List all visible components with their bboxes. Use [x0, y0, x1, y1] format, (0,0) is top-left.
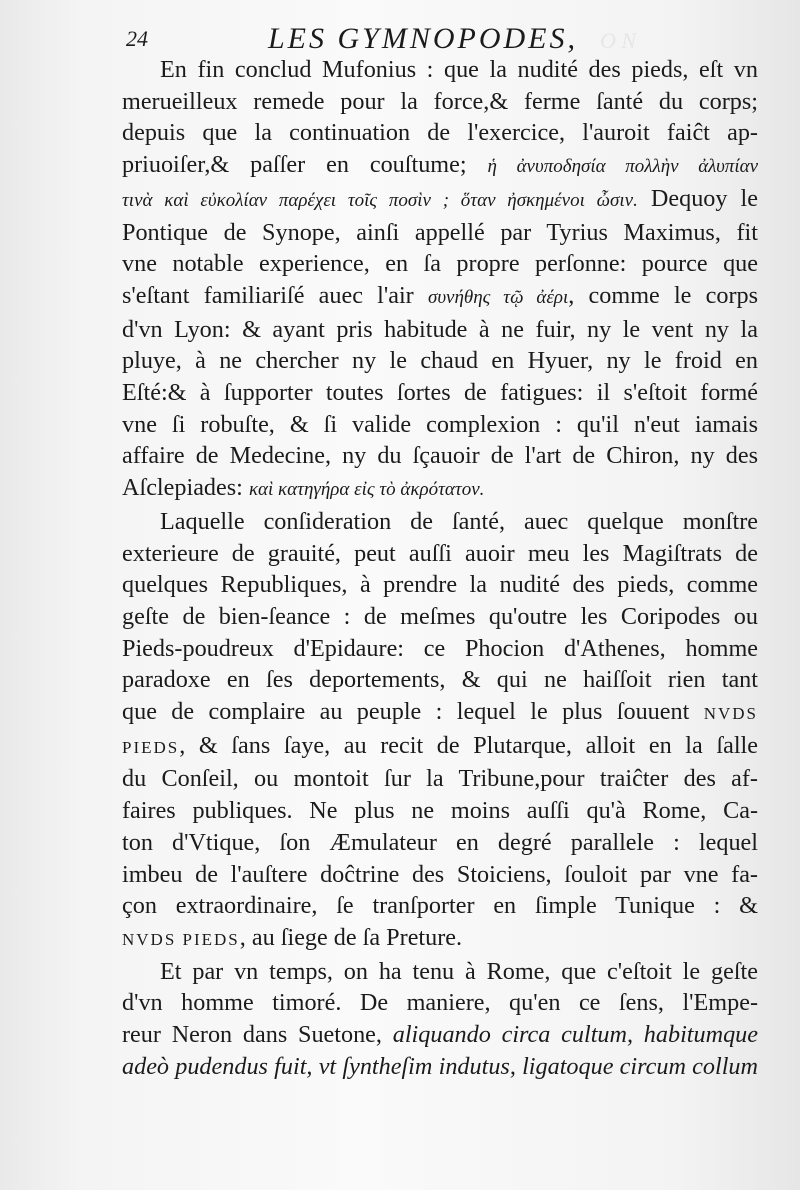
text-line: pluye, à ne chercher ny le chaud en Hyuer, ny le froid en — [122, 347, 758, 375]
text-line: ton d'Vtique, ſon Æmulateur en degré parallele : lequel — [122, 828, 758, 856]
smallcaps-phrase: NVDS PIEDS — [122, 929, 240, 949]
text-line: vne notable experience, en ſa propre perſonne: pource que — [122, 250, 758, 278]
smallcaps-phrase: PIEDS — [122, 737, 180, 757]
latin-quotation: aliquando circa cultum, habitumque — [392, 1021, 758, 1049]
text-segment: Aſclepiades: — [122, 474, 243, 502]
greek-quotation: ἡ ἀνυποδησία πολλὴν ἀλυπίαν — [487, 156, 759, 178]
text-line: d'vn homme timoré. De maniere, qu'en ce ſens, l'Empe- — [122, 989, 758, 1017]
smallcaps-phrase: NVDS — [703, 704, 759, 724]
text-line — [122, 1019, 758, 1051]
text-segment: s'eſtant familiariſé auec l'air — [122, 281, 414, 309]
text-line: Laquelle conſideration de ſanté, auec quelque monſtre — [160, 507, 758, 535]
text-segment: Dequoy le — [650, 184, 758, 212]
text-segment: , comme le corps — [568, 281, 759, 309]
text-line: Pontique de Synope, ainſi appellé par Tyrius Maximus, fit — [122, 218, 758, 246]
greek-quotation: τινὰ καὶ εὐκολίαν παρέχει τοῖς ποσὶν ; ὅταν ἠσκημένοι ὦσιν. — [122, 189, 638, 211]
text-line: d'vn Lyon: & ayant pris habitude à ne fuir, ny le vent ny la — [122, 315, 758, 343]
text-line: imbeu de l'auſtere doĉtrine des Stoiciens, ſouloit par vne fa- — [122, 860, 758, 888]
text-segment: priuoiſer,& paſſer en couſtume; — [122, 151, 467, 179]
text-segment: , au ſiege de ſa Preture. — [239, 923, 463, 951]
running-title: LES GYMNOPODES, — [268, 22, 579, 55]
text-line: du Conſeil, ou montoit ſur la Tribune,pour traiĉter des af- — [122, 765, 758, 793]
page-header — [118, 22, 758, 58]
text-line — [122, 149, 758, 183]
text-segment: reur Neron dans Suetone, — [122, 1021, 382, 1049]
text-line: geſte de bien-ſeance : de meſmes qu'outre les Coripodes ou — [122, 602, 758, 630]
text-line — [122, 472, 758, 506]
text-line: merueilleux remede pour la force,& ferme ſanté du corps; — [122, 87, 758, 115]
greek-quotation: καὶ κατηγήρα εἰς τὸ ἀκρότατον. — [248, 479, 485, 501]
text-line — [122, 183, 758, 217]
text-line: paradoxe en ſes deportements, & qui ne haiſſoit rien tant — [122, 666, 758, 694]
text-line: Et par vn temps, on ha tenu à Rome, que c'eſtoit le geſte — [160, 957, 758, 985]
body-text — [122, 54, 758, 1083]
text-line — [122, 730, 758, 764]
text-line: depuis que la continuation de l'exercice, l'auroit faiĉt ap- — [122, 119, 758, 147]
text-line: Eſté:& à ſupporter toutes ſortes de fatigues: il s'eſtoit formé — [122, 379, 758, 407]
text-line: çon extraordinaire, ſe tranſporter en ſimple Tunique : & — [122, 892, 758, 920]
page-number: 24 — [126, 26, 148, 51]
text-line: faires publiques. Ne plus ne moins auſſi qu'à Rome, Ca- — [122, 797, 758, 825]
text-segment: , & ſans ſaye, au recit de Plutarque, alloit en la ſalle — [179, 731, 758, 759]
text-line: vne ſi robuſte, & ſi valide complexion : qu'il n'eut iamais — [122, 410, 758, 438]
greek-quotation: συνήθης τῷ ἀέρι — [427, 286, 569, 308]
text-line: exterieure de grauité, peut auſſi auoir meu les Magiſtrats de — [122, 539, 758, 567]
latin-quotation: adeò pudendus fuit, vt ſyntheſim indutus, ligatoque circum collum — [122, 1052, 758, 1080]
text-segment: que de complaire au peuple : lequel le plus ſouuent — [122, 698, 690, 726]
bleed-through-text: O N — [600, 28, 637, 53]
text-line: quelques Republiques, à prendre la nudité des pieds, comme — [122, 571, 758, 599]
text-line — [122, 922, 758, 956]
text-line — [122, 280, 758, 314]
text-line: Pieds-poudreux d'Epidaure: ce Phocion d'Athenes, homme — [122, 634, 758, 662]
text-line: affaire de Medecine, ny du ſçauoir de l'art de Chiron, ny des — [122, 442, 758, 470]
text-line: En fin conclud Mufonius : que la nudité des pieds, eſt vn — [160, 56, 758, 83]
text-line — [122, 696, 758, 730]
